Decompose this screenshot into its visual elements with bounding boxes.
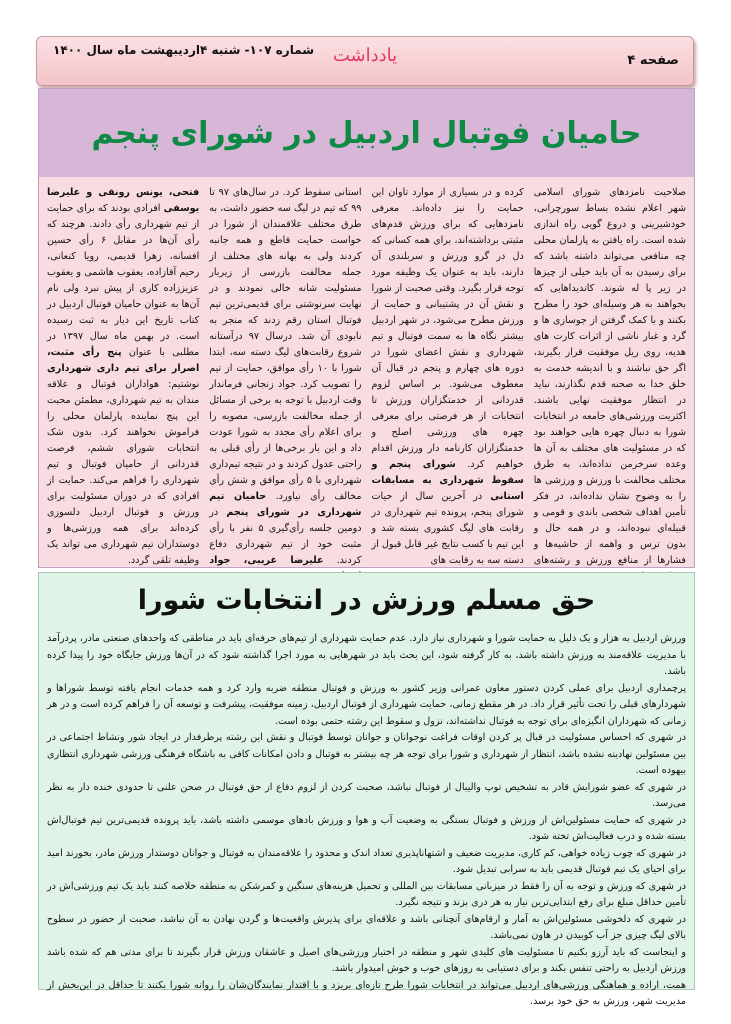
article-2-title: حق مسلم ورزش در انتخابات شورا bbox=[137, 585, 596, 616]
column-text: استانی سقوط کرد. در سال‌های ۹۷ تا ۹۹ که تیم در لیگ سه حضور داشت، به طرق مختلف علاقمندان از شورا در خواست حمایت قاطع و همه جانبه کردند ولی به بهانه های مختلف از جمله مخالفت بازرسی از زیربار مسئولیت شانه خالی نمودند و در نهایت سرنوشتی برای قدیمی‌ترین تیم فوتبال استان رقم زدند که منجر به نابودی آن شد. درسال ۹۷ درآستانه شروع رقابت‌های لیگ دسته سه، ابتدا شورا با ۱۰ رأی موافق، حمایت از تیم را تصویب کرد. جواد زنجانی فرماندار وقت اردبیل با توجه به برخی از مسائل از جمله مخالفت بازرسی، مصوبه را برای اعلام رأی مجدد به شورا عودت داد و این بار برخی‌ها از رأی قبلی به راحتی عدول کردند و در نتیجه تیم‌داری شهرداری با ۵ رأی موافق و شش رأی مخالف رأی نیاورد. حامیان تیم شهرداری در شورای پنجم در دومین جلسه رأی‌گیری ۵ نفر با رأی مثبت خود از تیم شهرداری دفاع کردند. علیرضا غریبی، جواد bbox=[209, 187, 362, 566]
column-text: فتحی، یونس رونقی و علیرضا یوسفی افرادی بودند که برای حمایت از تیم شهرداری رأی دادند. هرچند که رأی آن‌ها در مقابل ۶ رأی حسین افسانه، زهرا قدیمی، رویا کنعانی، رحیم آقازاده، یعقوب هاشمی و یعقوب عزیززاده کاری از پیش نبرد ولی نام آن‌ها به عنوان حامیان فوتبال اردبیل در کتاب تاریخ این دیار به ثبت رسیده است. در بهمن ماه سال ۱۳۹۷ در مطلبی با عنوان پنج رأی مثبت، اصرار برای تیم داری شهرداری نوشتیم: هواداران فوتبال و علاقه مندان به تیم شهرداری، مطمئن محبت این پنج نماینده پارلمان محلی را فراموش نخواهند کرد. بدون شک انتخابات شورای ششم، فرصت قدردانی از حامیان فوتبال و تیم شهرداری را فراهم می‌کند. حمایت از افرادی که در دوران مسئولیت برای ورزش و فوتبال اردبیل دلسوزی کرده‌اند برای همه ورزشی‌ها و دوستداران تیم شهرداری می تواند یک وظیفه تلقی گردد. bbox=[46, 187, 200, 566]
article-1-banner bbox=[39, 89, 694, 177]
article-2-body bbox=[47, 631, 686, 1007]
article-1-column-3 bbox=[209, 185, 362, 566]
paragraph: و اینجاست که باید آرزو بکنیم تا مسئولیت های کلیدی شهر و منطقه در اختیار ورزشی‌های اصیل و عاشقان ورزش قرار بگیرند تا برای مدتی هم که شده باشد ورزش اردبیل به راحتی تنفس بکند و برای دستیابی به روزهای خوب و خوش امیدوار باشد. bbox=[47, 946, 686, 974]
paragraph: در شهری که حمایت مسئولین‌اش از ورزش و فوتبال بستگی به وضعیت آب و هوا و ورزش بادهای موسمی داشته باشد، باید پرونده قدیمی‌ترین تیم فوتبال‌اش بسته شده و درب فعالیت‌اش تخته شود. bbox=[47, 814, 686, 842]
paragraph: همت، اراده و هماهنگی ورزشی‌های اردبیل می‌تواند در انتخابات شورا طرح تازه‌ای بریزد و با اقتدار نمایندگان‌شان را روانه شورا بکنند تا حداقل در این‌بخش از مدیریت شهر، ورزش به حق خود برسد. bbox=[47, 979, 686, 1007]
paragraph: در شهری که چوب زیاده خواهی، کم کاری، مدیریت ضعیف و اشتهاناپذیری تعداد اندک و محدود را علاقه‌مندان به فوتبال و جوانان دوستدار ورزش مادر، بخورند امید برای احیای یک تیم فوتبال قدیمی باید به سرابی تبدیل شود. bbox=[47, 847, 686, 875]
paragraph: در شهری که دلخوشی مسئولین‌اش به آمار و ارقام‌های آنچنانی باشد و علاقه‌ای برای پذیرش واقعیت‌ها و گردن نهادن به آن نباشد، صحبت از حضور در سطوح بالای لیگ چیزی جز آب کوبیدن در هاون نمی‌باشد. bbox=[47, 913, 686, 941]
column-text: کرده و در بسیاری از موارد تاوان این حمایت را نیز داده‌اند. معرفی نامزدهایی که برای ورزش قدم‌های مثبتی برداشته‌اند، برای همه کسانی که دل در گرو ورزش و سربلندی آن دارند، باید به عنوان یک وظیفه مورد توجه قرار بگیرد. وقتی صحبت از شورا و نقش آن در پشتیبانی و حمایت از ورزش مطرح می‌شود، در شهر اردبیل بیشتر نگاه ها به سمت فوتبال و تیم شهرداری و نقش اعضای شورا در دوره های چهارم و پنجم در قبال آن معطوف می‌شود. بر اساس لزوم قدردانی از خدمتگزاران ورزش تا انتخابات از هر فرصتی برای معرفی چهره های ورزشی اصلح و خدمتگزاران کارنامه دار ورزش اقدام خواهیم کرد. شورای پنجم و سقوط شهرداری به مسابقات استانی در آخرین سال از حیات شورای پنجم، پرونده تیم شهرداری در رقابت های لیگ کشوری بسته شد و این تیم با کسب نتایج غیر قابل قبول از دسته سه به رقابت های bbox=[371, 187, 524, 566]
column-text: صلاحیت نامزدهای شورای اسلامی شهر اعلام نشده بساط سورچرانی، خودشیرینی و دروغ گویی راه اندازی شده است. راه یافتن به پارلمان محلی چه منافعی می‌تواند داشته باشد که برای رسیدن به آن باید خیلی از چیزها در زیر پا له شوند. کاندیداهایی که بخواهند به هر وسیله‌ای خود را مطرح بکنند و با کمک گرفتن از جوسازی ها و گرد و غبار ناشی از اثرات کارت های هدیه، روی ریل موفقیت قرار بگیرند، اگر حق نباشند و با اندیشه خدمت به خلق خدا به صحنه قدم نگذارند، نباید در انتظار موفقیت نهایی باشند. اکثریت ورزشی‌های جامعه در انتخابات شورا به دنبال چهره هایی خواهند بود که در مسئولیت های مختلف به آن ها وعده سرخرمن نداده‌اند، به طرق مختلف مخالفت با ورزش و ورزشی ها را به وضوح نشان نداده‌اند، در فکر تأمین اهداف شخصی باندی و قومی و قبیله‌ای نبوده‌اند، و در همه حال و بدون ترس و واهمه از حاشیه‌ها و فشارها از منافع ورزش و رشته‌های bbox=[533, 187, 686, 566]
article-sport-right bbox=[38, 572, 695, 1007]
article-1-column-1 bbox=[533, 185, 686, 566]
article-1-column-2 bbox=[371, 185, 524, 566]
issue-info: شماره ۱۰۷- شنبه ۴اردیبهشت ماه سال ۱۴۰۰ bbox=[53, 43, 315, 57]
article-football-supporters bbox=[38, 88, 695, 568]
article-1-title: حامیان فوتبال اردبیل در شورای پنجم bbox=[91, 115, 642, 151]
page-number: صفحه ۴ bbox=[627, 53, 679, 68]
article-1-columns bbox=[46, 185, 686, 566]
paragraph: در شهری که ورزش و توجه به آن را فقط در میزبانی مسابقات بین المللی و تحمیل هزینه‌های سنگین و کمرشکن به منطقه خلاصه کنند باید یک تیم ورزشی‌اش در تأمین حداقل مبلغ برای رفع ابتدایی‌ترین نیاز به هر دری بزند و نتیجه نگیرد. bbox=[47, 880, 686, 908]
paragraph: پرچمداری اردبیل برای عملی کردن دستور معاون عمرانی وزیر کشور به ورزش و فوتبال منطقه ضربه وارد کرد و همه خدمات انجام یافته توسط شوراها و شهردارهای قبلی را تحت تأثیر قرار داد. در هر مقطع زمانی، حمایت شهرداری از فوتبال اردبیل، زمینه موفقیت، پیشرفت و توسعه آن را فراهم کرده است و در هر زمانی که شهرداران انگیزه‌ای برای توجه به فوتبال نداشته‌اند، نزول و سقوط این رشته حتمی بوده است. bbox=[47, 682, 686, 727]
section-title: یادداشت bbox=[332, 45, 398, 66]
paragraph: ورزش اردبیل به هزار و یک دلیل به حمایت شورا و شهرداری نیاز دارد. عدم حمایت شهرداری از تیم‌های حرفه‌ای باید در مناطقی که واحدهای صنعتی مادر، پردرآمد با مدیریت علاقه‌مند به ورزش داشته باشد، به کار گرفته شود، این بحث باید در شهرهایی به مورد اجرا گذاشته شود که در آن‌ها ورزش جایگاه خود را پیدا کرده باشد. bbox=[47, 633, 686, 677]
article-1-column-4 bbox=[46, 185, 200, 566]
paragraph: در شهری که احساس مسئولیت در قبال پر کردن اوقات فراغت نوجوانان و جوانان توسط فوتبال و نقش این رشته پرطرفدار در ایجاد شور ونشاط اجتماعی در بین مسئولین نهادینه نشده باشد، انتظار از شهرداری و شورا برای توجه هر چه بیشتر به فوتبال و دادن امکانات کافی به باشگاه فرهنگی ورزشی شهرداری انتظاری بیهوده است. bbox=[47, 732, 686, 776]
paragraph: در شهری که عضو شورایش قادر به تشخیص توپ والیبال از فوتبال نباشد، صحبت کردن از لزوم دفاع از حق فوتبال در صحن علنی تا حدودی خنده دار به نظر می‌رسد. bbox=[47, 781, 686, 809]
page-header bbox=[36, 36, 694, 86]
